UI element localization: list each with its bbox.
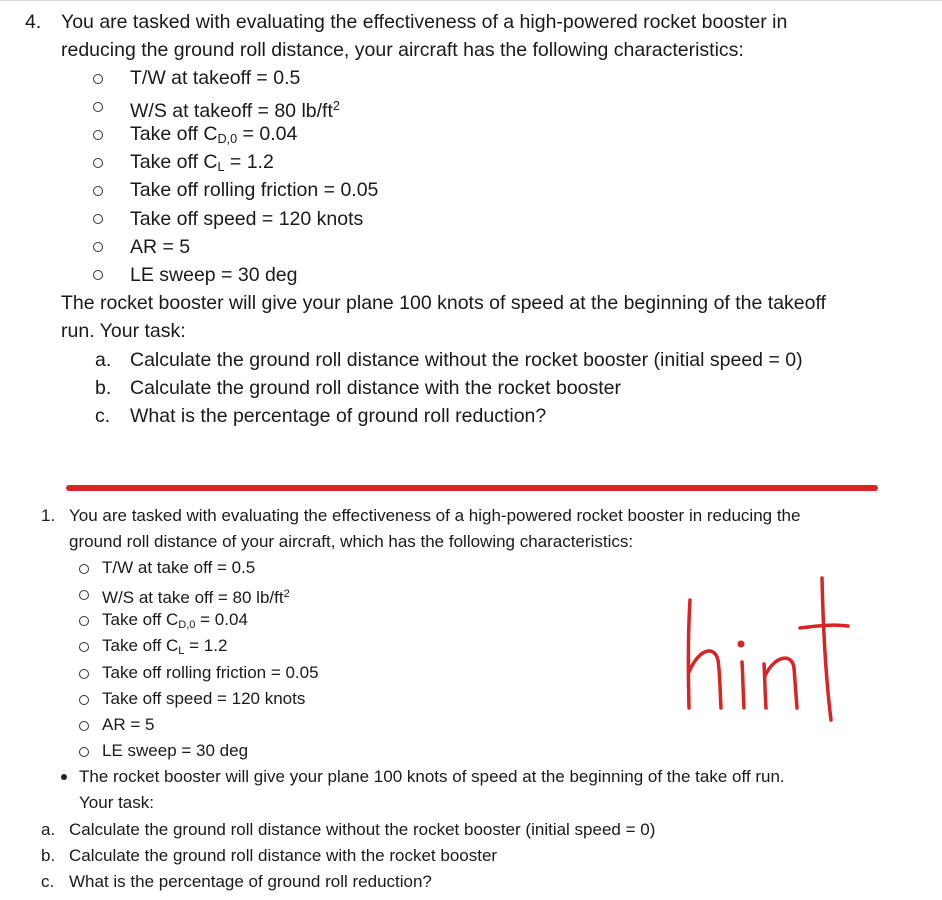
hollow-bullet-icon <box>79 669 89 679</box>
booster-paragraph-line1: The rocket booster will give your plane 100 knots of speed at the beginning of the take off run. <box>79 767 785 786</box>
hollow-bullet-icon <box>79 564 89 574</box>
spec-ws: W/S at takeoff = 80 $lb/ft^2$ <box>130 99 340 122</box>
task-letter: b. <box>41 846 56 865</box>
hollow-bullet-icon <box>93 242 103 252</box>
hollow-bullet-icon <box>79 616 89 626</box>
spec-ar: AR = 5 <box>130 236 191 258</box>
hollow-bullet-icon <box>93 130 103 140</box>
question-intro-line2: ground roll distance of your aircraft, which has the following characteristics: <box>69 532 634 551</box>
spec-friction: Take off rolling friction = 0.05 <box>130 179 379 201</box>
hollow-bullet-icon <box>79 747 89 757</box>
question-intro-line1: You are tasked with evaluating the effectiveness of a high-powered rocket booster in <box>61 11 788 33</box>
spec-tw: T/W at takeoff = 0.5 <box>130 67 301 89</box>
task-letter: a. <box>41 820 56 839</box>
top-border <box>0 0 942 1</box>
spec-sweep: LE sweep = 30 deg <box>130 264 298 286</box>
spec-ar: AR = 5 <box>102 715 155 734</box>
hollow-bullet-icon <box>93 186 103 196</box>
question-intro-line1: You are tasked with evaluating the effectiveness of a high-powered rocket booster in reducing the <box>69 506 801 525</box>
spec-ws: W/S at take off = 80 $lb/ft^2$ <box>102 588 290 608</box>
task-c: What is the percentage of ground roll reduction? <box>130 405 547 427</box>
hollow-bullet-icon <box>79 590 89 600</box>
task-b: Calculate the ground roll distance with the rocket booster <box>69 846 498 865</box>
task-a: Calculate the ground roll distance without the rocket booster (initial speed = 0) <box>69 820 656 839</box>
spec-tw: T/W at take off = 0.5 <box>102 558 256 577</box>
hollow-bullet-icon <box>79 642 89 652</box>
task-b: Calculate the ground roll distance with the rocket booster <box>130 377 622 399</box>
hollow-bullet-icon <box>93 74 103 84</box>
hollow-bullet-icon <box>93 158 103 168</box>
spec-speed: Take off speed = 120 knots <box>102 689 306 708</box>
task-letter: a. <box>95 349 112 371</box>
hollow-bullet-icon <box>79 695 89 705</box>
task-a: Calculate the ground roll distance without the rocket booster (initial speed = 0) <box>130 349 803 371</box>
question-intro-line2: reducing the ground roll distance, your aircraft has the following characteristics: <box>61 39 744 61</box>
task-c: What is the percentage of ground roll reduction? <box>69 872 432 891</box>
task-letter: b. <box>95 377 112 399</box>
question-number: 4. <box>25 11 42 33</box>
question-number: 1. <box>41 506 56 525</box>
red-divider-line <box>66 485 878 491</box>
hollow-bullet-icon <box>79 721 89 731</box>
hollow-bullet-icon <box>93 214 103 224</box>
task-letter: c. <box>95 405 111 427</box>
spec-cl: Take off $C_L = 1.2$ <box>130 151 274 175</box>
spec-sweep: LE sweep = 30 deg <box>102 741 249 760</box>
handwritten-hint-annotation <box>676 572 856 732</box>
spec-friction: Take off rolling friction = 0.05 <box>102 663 319 682</box>
booster-paragraph-line2: Your task: <box>79 793 154 812</box>
booster-paragraph-line1: The rocket booster will give your plane 100 knots of speed at the beginning of the takeoff <box>61 292 826 314</box>
hollow-bullet-icon <box>93 102 103 112</box>
spec-speed: Take off speed = 120 knots <box>130 208 364 230</box>
spec-cd0: Take off $C_{D,0} = 0.04$ <box>130 123 298 147</box>
task-letter: c. <box>41 872 55 891</box>
booster-paragraph-line2: run. Your task: <box>61 320 186 342</box>
bullet-dot-icon <box>61 774 67 780</box>
spec-cl: Take off $C_L = 1.2$ <box>102 636 228 657</box>
spec-cd0: Take off $C_{D,0} = 0.04$ <box>102 610 248 631</box>
hollow-bullet-icon <box>93 270 103 280</box>
